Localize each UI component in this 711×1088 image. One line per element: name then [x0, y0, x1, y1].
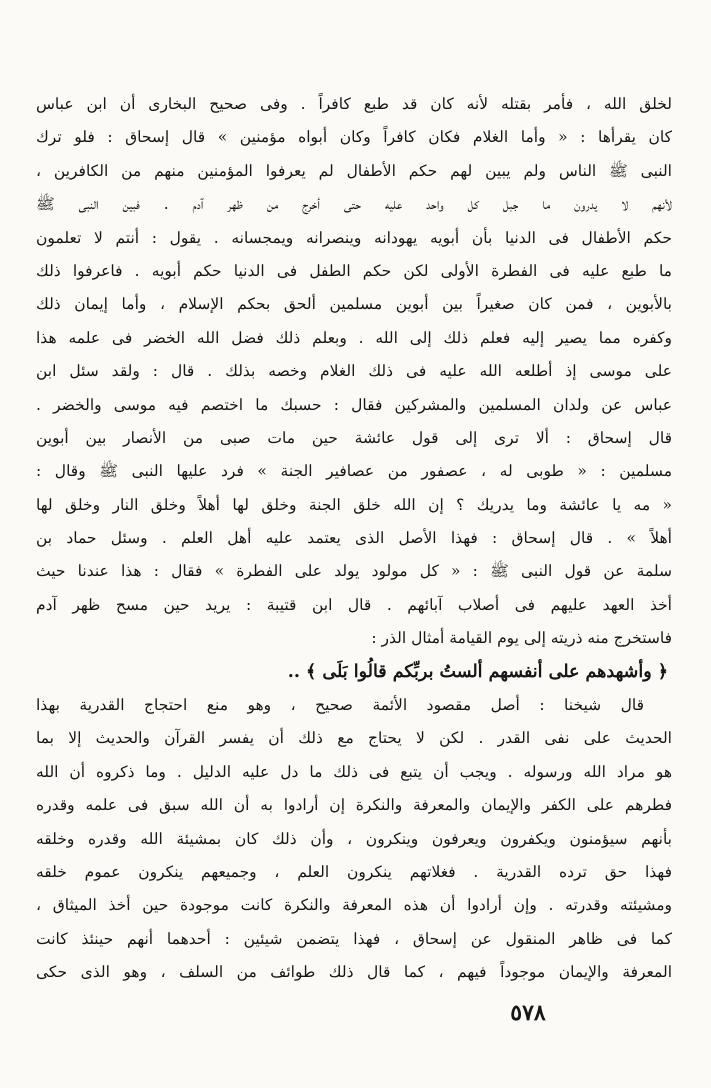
text-line: فطرهم على الكفر والإيمان والمعرفة والنكرة إن أرادوا به أن الله سبق فى علمه وقدره — [36, 796, 672, 815]
text-line: النبى ﷺ الناس ولم يبين لهم حكم الأطفال لم يعرفوا المؤمنين منهم من الكافرين ، — [36, 161, 672, 180]
text-line: أخذ العهد عليهم فى أصلاب آبائهم . قال ابن قتيبة : يريد حين مسح ظهر آدم — [36, 595, 672, 614]
text-line: ما طبع عليه فى الفطرة الأولى لكن حكم الطفل فى الدنيا حكم أبويه . فاعرفوا ذلك — [36, 261, 672, 280]
text-line: « مه يا عائشة وما يدريك ؟ إن الله خلق الجنة وخلق لها أهلاً وخلق النار وخلق لها — [36, 495, 672, 514]
body-text — [36, 88, 672, 990]
page-number: ٥٧٨ — [510, 1000, 546, 1026]
text-line: الحديث على نفى القدر . لكن لا يحتاج مع ذلك أن يفسر القرآن والحديث إلا بما — [36, 729, 672, 748]
text-line: سلمة عن قول النبى ﷺ : « كل مولود يولد على الفطرة » فقال : هذا عندنا حيث — [36, 562, 672, 581]
text-line: وكفره مما يصير إليه فعلم ذلك إلى الله . وبعلم ذلك فضل الله الخضر فى علمه هذا — [36, 328, 672, 347]
text-line: قال إسحاق : ألا ترى إلى قول عائشة حين مات صبى من الأنصار بين أبوين — [36, 428, 672, 447]
quran-verse: ﴿ وأشهدهم على أنفسهم ألستُ بربِّكم قالُوا بَلَى ﴾ .. — [287, 661, 668, 682]
text-line: كما فى ظاهر المنقول عن إسحاق ، فهذا يتضمن شيئين : أحدهما أنهم حينئذ كانت — [36, 929, 672, 948]
text-line: حكم الأطفال فى الدنيا بأن أبويه يهودانه وينصرانه ويمجسانه . يقول : أنتم لا تعلمون — [36, 228, 672, 247]
text-line: لخلق الله ، فأمر بقتله لأنه كان قد طبع كافراً . وفى صحيح البخارى أن ابن عباس — [36, 95, 672, 113]
text-line: على موسى إذ أطلعه الله عليه فى ذلك الغلام وخصه بذلك . قال : ولقد سئل ابن — [36, 362, 672, 381]
text-line: عباس عن ولدان المسلمين والمشركين فقال : حسبك ما اختصم فيه موسى والخضر . — [36, 395, 672, 414]
text-line: مسلمين : « طوبى له ، عصفور من عصافير الجنة » فرد عليها النبى ﷺ وقال : — [36, 462, 672, 481]
text-line: كان يقرأها : « وأما الغلام فكان كافراً وكان أبواه مؤمنين » قال إسحاق : فلو ترك — [36, 128, 672, 147]
text-line: فاستخرج منه ذريته إلى يوم القيامة أمثال الذر : — [371, 629, 672, 648]
text-line: أهلاً » . قال إسحاق : فهذا الأصل الذى يعتمد عليه أهل العلم . وسئل حماد بن — [36, 529, 672, 548]
text-line: ومشيئته وقدرته . وإن أرادوا أن هذه المعرفة والنكرة كانت موجودة حين أخذ الميثاق ، — [36, 896, 672, 915]
text-line: بأنهم سيؤمنون ويكفرون ويعرفون وينكرون ، وأن ذلك كان بمشيئة الله وقدره وخلقه — [36, 829, 672, 848]
text-line: بالأبوين ، فمن كان صغيراً بين أبوين مسلمين ألحق بحكم الإسلام ، وأما إيمان ذلك — [36, 295, 672, 314]
text-line: قال شيخنا : أصل مقصود الأئمة صحيح ، وهو منع احتجاج القدرية بهذا — [36, 696, 644, 715]
text-line: لأنهم لا يدرون ما جبل كل واحد عليه حتى أخرج من ظهر آدم . فبين النبى ﷺ — [36, 195, 672, 214]
text-line: هو مراد الله ورسوله . ويجب أن يتبع فى ذلك ما دل عليه الدليل . وما ذكروه أن الله — [36, 762, 672, 781]
text-line: فهذا حق ترده القدرية . فغلاتهم ينكرون العلم ، وجميعهم ينكرون عموم خلقه — [36, 862, 672, 881]
text-line: المعرفة والإيمان موجوداً فيهم ، كما قال ذلك طوائف من السلف ، وهو الذى حكى — [36, 963, 672, 982]
